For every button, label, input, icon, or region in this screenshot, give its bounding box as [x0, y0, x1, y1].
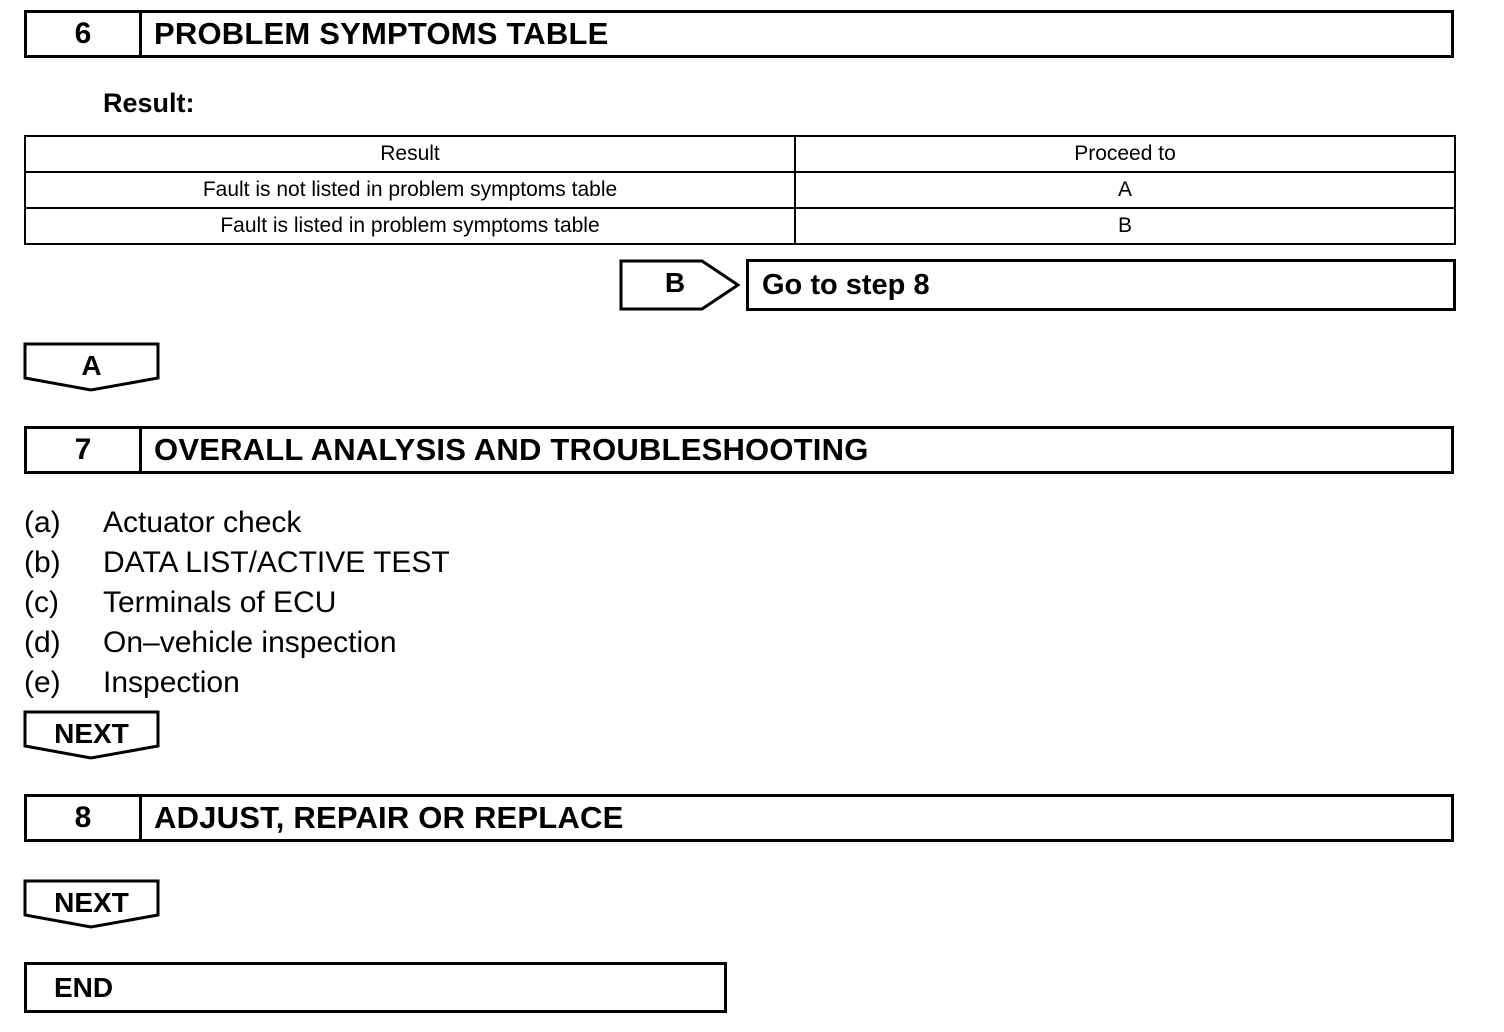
list-text: Actuator check [103, 506, 302, 539]
step-title: OVERALL ANALYSIS AND TROUBLESHOOTING [154, 432, 869, 467]
table-cell: A [795, 172, 1455, 208]
next-button[interactable]: NEXT [54, 887, 129, 918]
list-text: Inspection [103, 666, 240, 699]
end-label: END [54, 971, 114, 1003]
list-marker: (b) [24, 546, 61, 579]
list-text: Terminals of ECU [103, 586, 337, 619]
table-cell: Fault is not listed in problem symptoms table [25, 172, 795, 208]
list-text: On–vehicle inspection [103, 626, 397, 659]
list-text: DATA LIST/ACTIVE TEST [103, 546, 450, 579]
list-marker: (e) [24, 666, 61, 699]
step-7-header [24, 426, 1454, 474]
goto-step-text: Go to step 8 [762, 268, 930, 301]
table-cell: B [795, 208, 1455, 244]
step-8-header [24, 794, 1454, 842]
branch-a-label[interactable]: A [81, 350, 102, 381]
table-cell: Fault is listed in problem symptoms table [25, 208, 795, 244]
step-title: ADJUST, REPAIR OR REPLACE [154, 800, 624, 835]
table-header-cell: Proceed to [795, 136, 1455, 172]
table-row [25, 172, 1455, 208]
step-number: 8 [27, 797, 142, 839]
table-header-cell: Result [25, 136, 795, 172]
list-marker: (a) [24, 506, 61, 539]
table-header-row [25, 136, 1455, 172]
list-marker: (d) [24, 626, 61, 659]
table-row [25, 208, 1455, 244]
branch-b-label[interactable]: B [664, 267, 686, 298]
list-marker: (c) [24, 586, 59, 619]
step-title: PROBLEM SYMPTOMS TABLE [154, 16, 609, 51]
goto-step-box[interactable] [746, 259, 1456, 311]
next-button[interactable]: NEXT [54, 718, 129, 749]
result-table [24, 135, 1456, 245]
step-6-header [24, 10, 1454, 58]
step-number: 6 [27, 13, 142, 55]
step-number: 7 [27, 429, 142, 471]
end-box [24, 962, 727, 1013]
result-label: Result: [103, 88, 195, 118]
